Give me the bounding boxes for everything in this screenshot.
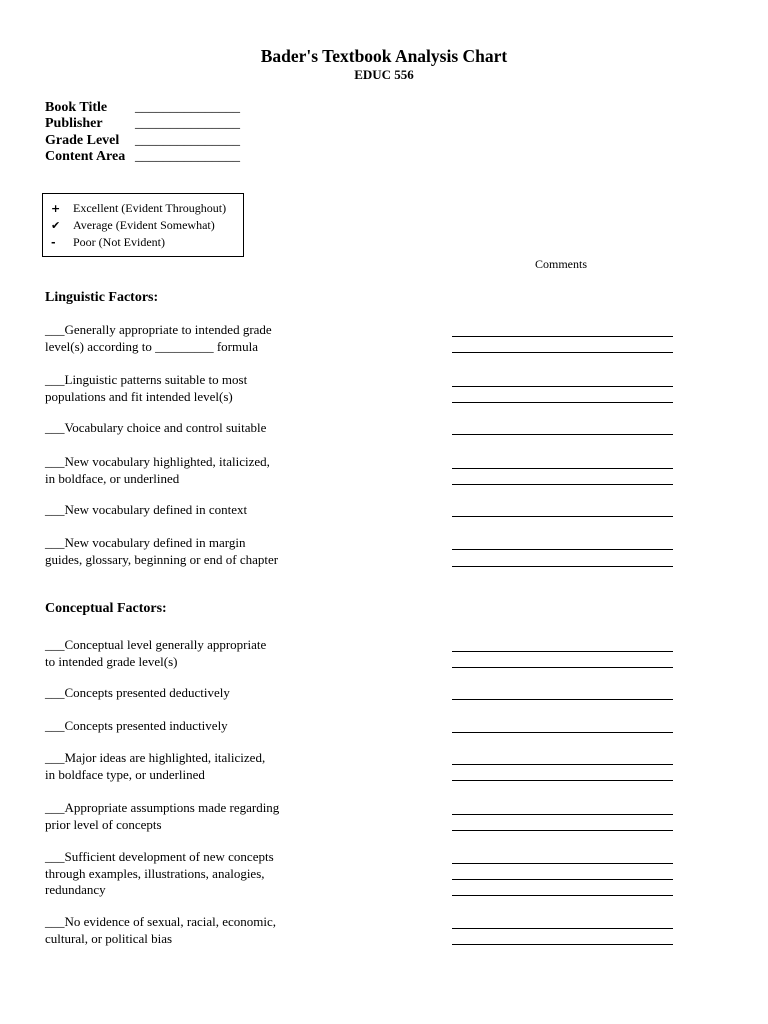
- comment-line[interactable]: [452, 336, 673, 337]
- comment-line[interactable]: [452, 549, 673, 550]
- minus-icon: -: [51, 236, 56, 249]
- grade-level-label: Grade Level: [45, 132, 120, 148]
- legend-label: Excellent (Evident Throughout): [73, 201, 227, 215]
- comment-line[interactable]: [452, 516, 673, 517]
- section-title-conceptual: Conceptual Factors:: [45, 601, 167, 616]
- item-text: ___New vocabulary highlighted, italicized,: [45, 454, 270, 469]
- book-info-block: [45, 100, 240, 166]
- item-text: to intended grade level(s): [45, 653, 178, 669]
- legend-item-average: [51, 217, 243, 234]
- item-text: ___Appropriate assumptions made regarding: [45, 800, 280, 815]
- item-text: ___No evidence of sexual, racial, economic,: [45, 914, 277, 929]
- checklist-item[interactable]: [45, 454, 465, 487]
- content-area-blank[interactable]: _______________: [135, 149, 240, 165]
- comment-line[interactable]: [452, 566, 673, 567]
- grade-level-row: [45, 132, 240, 149]
- content-area-label: Content Area: [45, 149, 126, 165]
- item-text: ___Sufficient development of new concepts: [45, 849, 274, 864]
- comment-line[interactable]: [452, 402, 673, 403]
- item-text: cultural, or political bias: [45, 930, 173, 946]
- course-code: EDUC 556: [354, 67, 414, 82]
- item-text: in boldface type, or underlined: [45, 766, 205, 782]
- comment-line[interactable]: [452, 814, 673, 815]
- checkmark-icon: ✔: [51, 219, 61, 232]
- item-text: populations and fit intended level(s): [45, 388, 233, 404]
- item-text: ___Vocabulary choice and control suitable: [45, 420, 267, 435]
- comment-line[interactable]: [452, 484, 673, 485]
- item-text: ___New vocabulary defined in margin: [45, 535, 246, 550]
- book-title-row: [45, 100, 240, 116]
- comment-line[interactable]: [452, 352, 673, 353]
- comment-line[interactable]: [452, 830, 673, 831]
- checklist-item[interactable]: [45, 685, 465, 702]
- comment-line[interactable]: [452, 764, 673, 765]
- checklist-item[interactable]: [45, 849, 465, 899]
- comment-line[interactable]: [452, 732, 673, 733]
- comment-line[interactable]: [452, 651, 673, 652]
- section-title-linguistic: Linguistic Factors:: [45, 290, 159, 305]
- item-text: level(s) according to _________ formula: [45, 338, 258, 354]
- item-text: ___Generally appropriate to intended grade: [45, 322, 272, 337]
- comment-line[interactable]: [452, 879, 673, 880]
- checklist-item[interactable]: [45, 372, 465, 405]
- plus-icon: +: [51, 202, 61, 215]
- checklist-item[interactable]: [45, 800, 465, 833]
- item-text: through examples, illustrations, analogies,: [45, 865, 265, 881]
- checklist-item[interactable]: [45, 502, 465, 519]
- grade-level-blank[interactable]: _______________: [135, 132, 240, 148]
- item-text: prior level of concepts: [45, 816, 162, 832]
- checklist-item[interactable]: [45, 914, 465, 947]
- publisher-row: [45, 116, 240, 132]
- comment-line[interactable]: [452, 699, 673, 700]
- legend-item-excellent: [51, 200, 243, 217]
- publisher-label: Publisher: [45, 116, 103, 132]
- comments-header: Comments: [535, 257, 588, 271]
- item-text: ___Concepts presented deductively: [45, 685, 230, 700]
- legend-label: Poor (Not Evident): [73, 235, 165, 249]
- checklist-item[interactable]: [45, 535, 465, 568]
- comment-line[interactable]: [452, 863, 673, 864]
- item-text: ___Linguistic patterns suitable to most: [45, 372, 248, 387]
- checklist-item[interactable]: [45, 420, 465, 437]
- comment-line[interactable]: [452, 468, 673, 469]
- checklist-item[interactable]: [45, 718, 465, 735]
- comment-line[interactable]: [452, 434, 673, 435]
- comment-line[interactable]: [452, 780, 673, 781]
- item-text: ___Concepts presented inductively: [45, 718, 228, 733]
- content-area-row: [45, 149, 240, 165]
- checklist-item[interactable]: [45, 750, 465, 783]
- item-text: in boldface, or underlined: [45, 470, 180, 486]
- item-text: redundancy: [45, 882, 106, 897]
- comment-line[interactable]: [452, 928, 673, 929]
- checklist-item[interactable]: [45, 637, 465, 670]
- page-title: Bader's Textbook Analysis Chart: [260, 46, 508, 66]
- item-text: ___New vocabulary defined in context: [45, 502, 248, 517]
- item-text: ___Conceptual level generally appropriate: [45, 637, 267, 652]
- legend-item-poor: [51, 234, 243, 251]
- publisher-blank[interactable]: _______________: [135, 116, 240, 132]
- book-title-blank[interactable]: _______________: [135, 100, 240, 115]
- item-text: guides, glossary, beginning or end of chapter: [45, 551, 279, 567]
- comment-line[interactable]: [452, 386, 673, 387]
- legend-label: Average (Evident Somewhat): [73, 218, 215, 232]
- item-text: ___Major ideas are highlighted, italicized,: [45, 750, 266, 765]
- comment-line[interactable]: [452, 667, 673, 668]
- book-title-label: Book Title: [45, 100, 108, 115]
- rating-legend: [42, 193, 244, 257]
- comment-line[interactable]: [452, 895, 673, 896]
- comment-line[interactable]: [452, 944, 673, 945]
- checklist-item[interactable]: [45, 322, 465, 355]
